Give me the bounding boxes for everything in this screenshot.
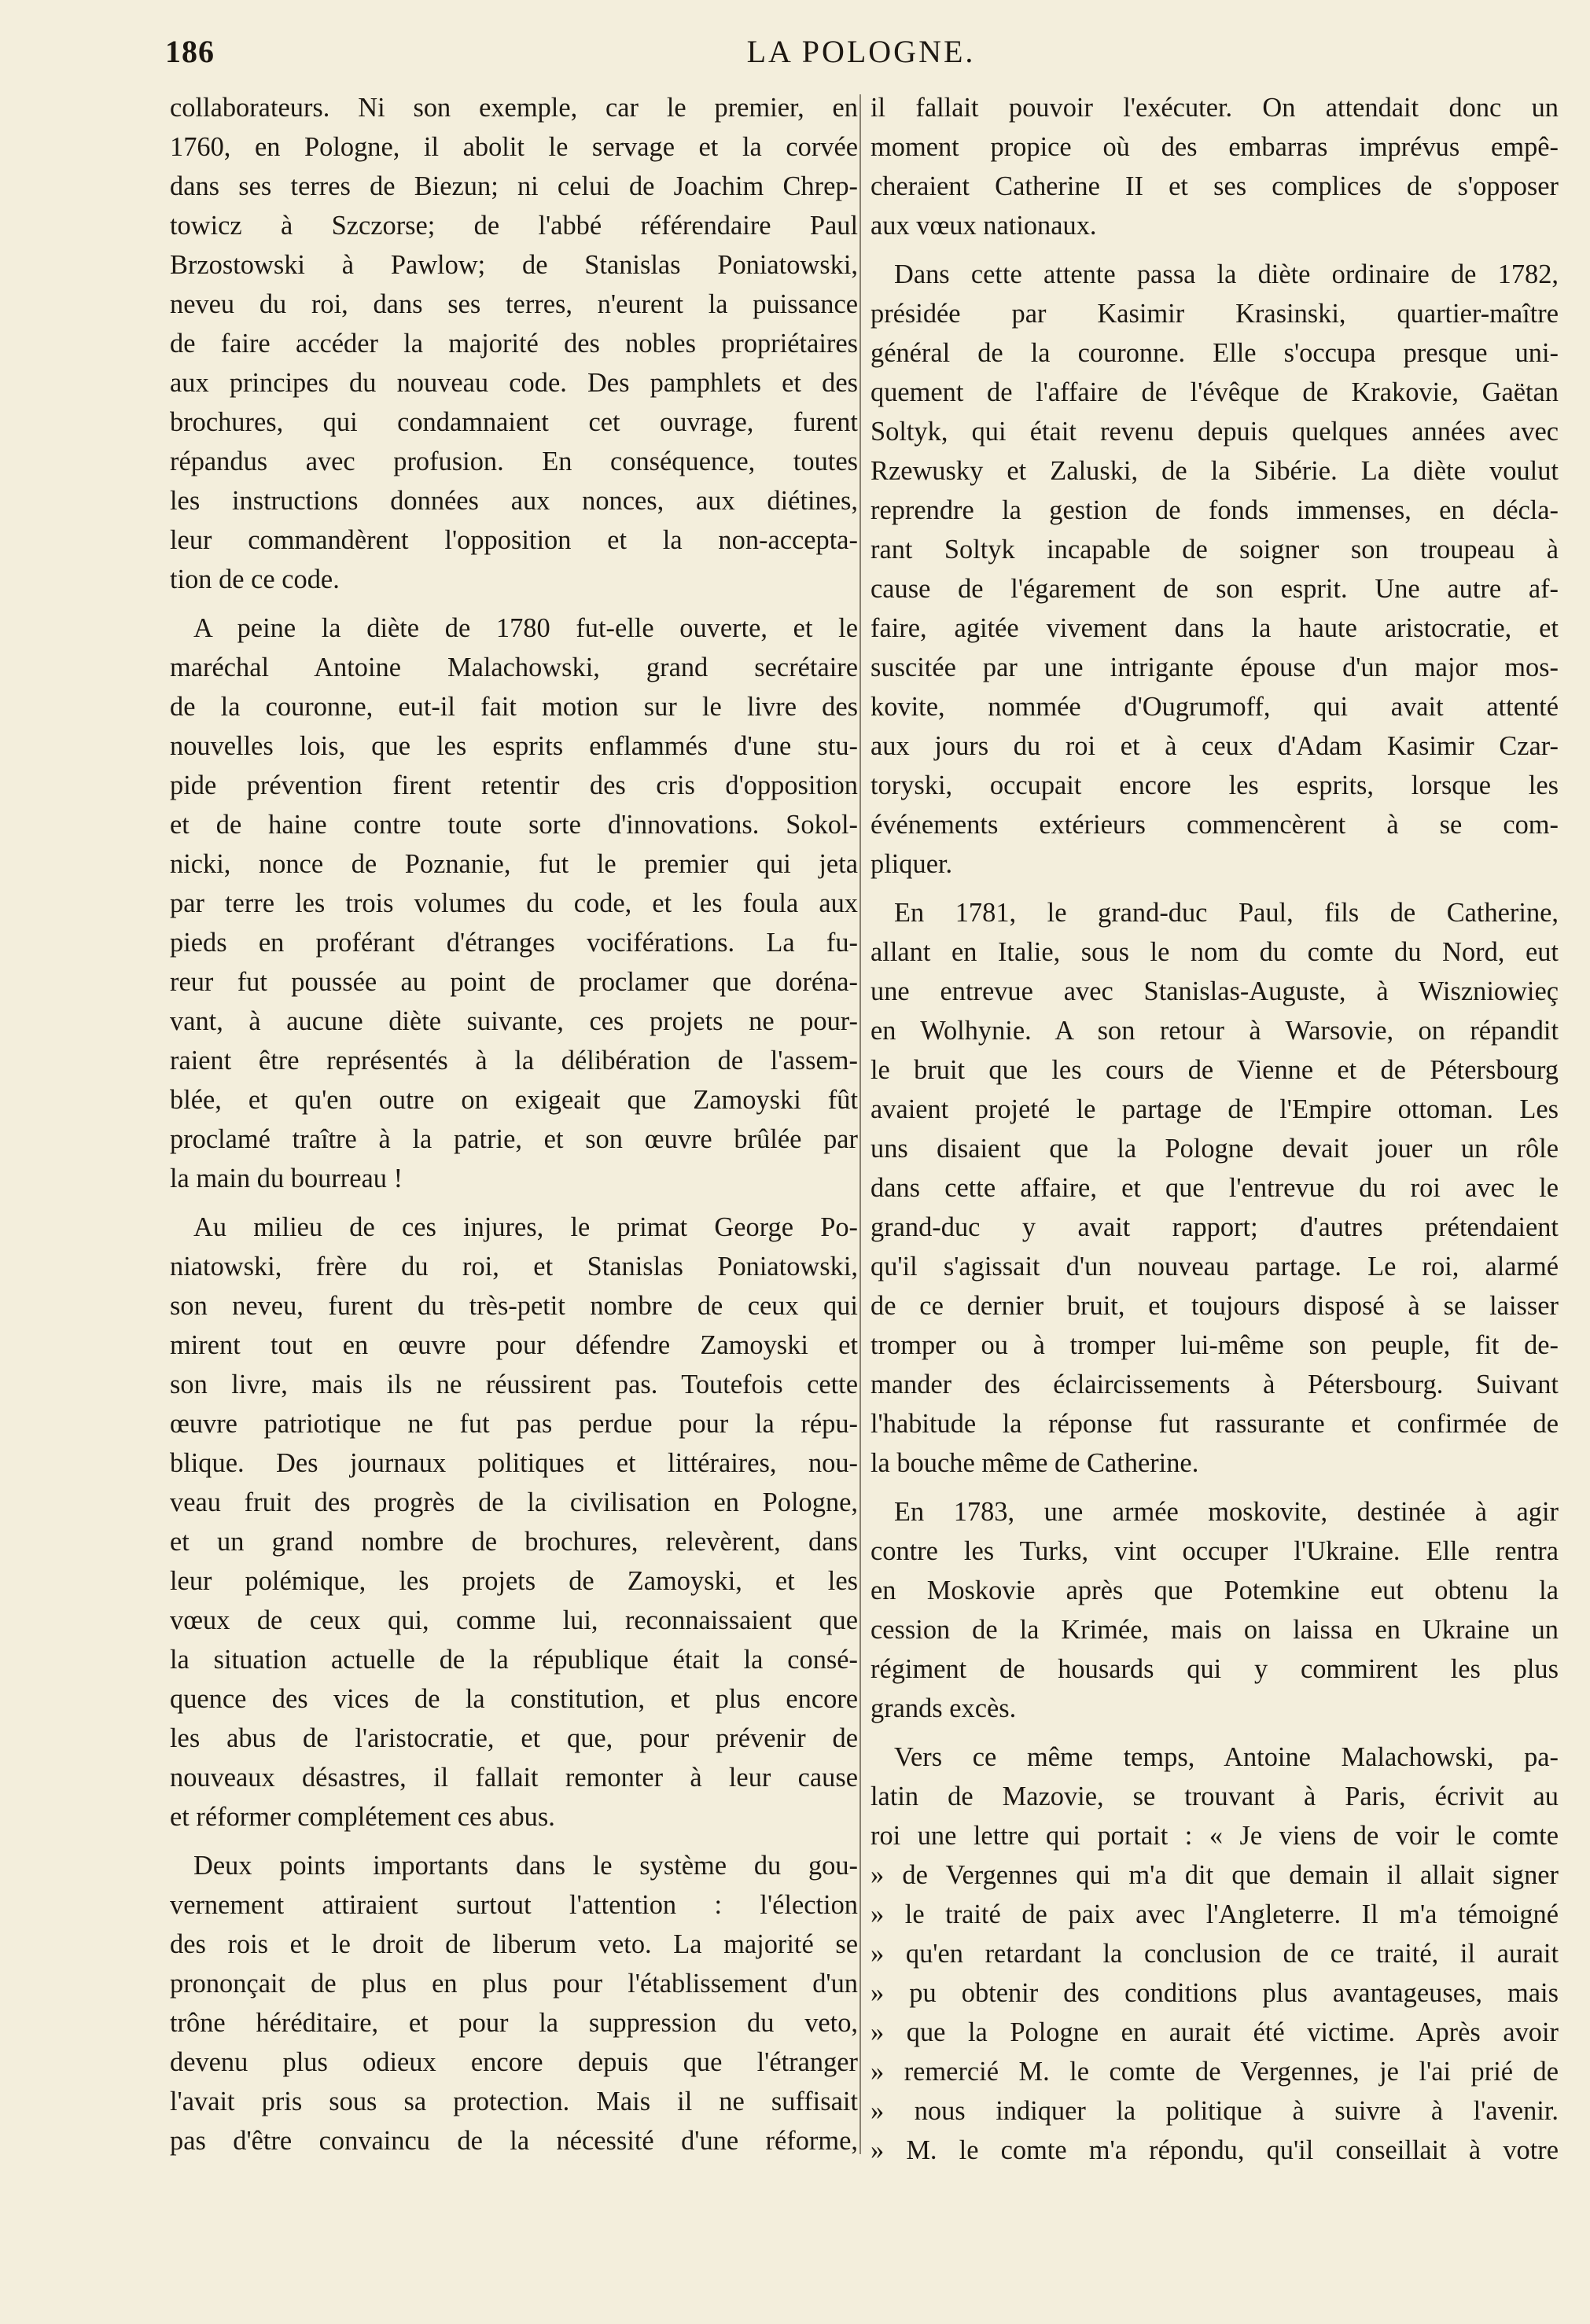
paragraph-line <box>170 805 858 844</box>
paragraph-line <box>170 1365 858 1404</box>
text-line: neveu du roi, dans ses terres, n'eurent la puissance <box>170 289 858 319</box>
text-line: nouveaux désastres, il fallait remonter à leur cause <box>170 1763 858 1793</box>
text-line: pliquer. <box>870 849 953 879</box>
text-line: Au milieu de ces injures, le primat George Po- <box>193 1212 858 1242</box>
paragraph-line <box>870 1326 1559 1365</box>
paragraph-line <box>170 1846 858 1885</box>
right-column <box>870 88 1559 2170</box>
text-line: contre les Turks, vint occuper l'Ukraine. Elle rentra <box>870 1536 1559 1566</box>
text-line: rant Soltyk incapable de soigner son troupeau à <box>870 535 1559 564</box>
text-line: aux principes du nouveau code. Des pamphlets et des <box>170 368 858 398</box>
paragraph-line <box>870 1737 1559 1777</box>
text-line: son livre, mais ils ne réussirent pas. Toutefois cette <box>170 1370 858 1399</box>
text-line: des rois et le droit de liberum veto. La majorité se <box>170 1929 858 1959</box>
paragraph-line <box>170 1286 858 1326</box>
paragraph-line <box>870 1129 1559 1168</box>
paragraph-line <box>870 88 1559 127</box>
paragraph-line <box>870 726 1559 766</box>
paragraph-line <box>870 127 1559 167</box>
paragraph-line <box>170 1404 858 1443</box>
paragraph-line <box>170 1159 858 1198</box>
paragraph-line <box>870 2052 1559 2091</box>
paragraph-line <box>870 1365 1559 1404</box>
paragraph-line <box>870 255 1559 294</box>
text-line: la bouche même de Catherine. <box>870 1448 1199 1478</box>
paragraph-line <box>870 1689 1559 1728</box>
text-line: grand-duc y avait rapport; d'autres prétendaient <box>870 1212 1559 1242</box>
text-line: vernement attiraient surtout l'attention : l'élection <box>170 1890 858 1920</box>
text-line: quence des vices de la constitution, et plus encore <box>170 1684 858 1714</box>
text-line: Deux points importants dans le système du gou- <box>193 1851 858 1881</box>
text-line: brochures, qui condamnaient cet ouvrage, furent <box>170 407 858 437</box>
paragraph-line <box>870 373 1559 412</box>
text-line: » que la Pologne en aurait été victime. Après avoir <box>870 2017 1559 2047</box>
text-line: » M. le comte m'a répondu, qu'il conseillait à votre <box>870 2135 1559 2165</box>
text-line: grands excès. <box>870 1693 1017 1723</box>
paragraph-line <box>170 206 858 245</box>
text-line: vant, à aucune diète suivante, ces projets ne pour- <box>170 1006 858 1036</box>
text-line: faire, agitée vivement dans la haute aristocratie, et <box>870 613 1559 643</box>
paragraph-line <box>870 491 1559 530</box>
text-line: la situation actuelle de la république était la consé- <box>170 1645 858 1675</box>
paragraph-line <box>870 530 1559 569</box>
paragraph-line <box>170 1041 858 1080</box>
text-line: tromper ou à tromper lui-même son peuple, fit de- <box>870 1330 1559 1360</box>
paragraph-line <box>170 1640 858 1679</box>
text-line: roi une lettre qui portait : « Je viens de voir le comte <box>870 1821 1559 1851</box>
text-line: mander des éclaircissements à Pétersbourg. Suivant <box>870 1370 1559 1399</box>
paragraph-line <box>170 2121 858 2160</box>
paragraph-line <box>870 1816 1559 1855</box>
paragraph-line <box>170 403 858 442</box>
paragraph-line <box>870 805 1559 844</box>
paragraph-line <box>170 1719 858 1758</box>
text-line: veau fruit des progrès de la civilisation en Pologne, <box>170 1487 858 1517</box>
paragraph-line <box>170 648 858 687</box>
paragraph-line <box>170 1002 858 1041</box>
text-line: tion de ce code. <box>170 564 340 594</box>
paragraph-line <box>170 962 858 1002</box>
text-line: » remercié M. le comte de Vergennes, je l'ai prié de <box>870 2057 1559 2087</box>
text-line: 1760, en Pologne, il abolit le servage et la corvée <box>170 132 858 162</box>
paragraph-line <box>170 1080 858 1120</box>
paragraph-line <box>870 972 1559 1011</box>
text-line: leur polémique, les projets de Zamoyski, et les <box>170 1566 858 1596</box>
paragraph-line <box>170 285 858 324</box>
paragraph-line <box>170 1964 858 2003</box>
text-line: en Wolhynie. A son retour à Warsovie, on répandit <box>870 1016 1559 1046</box>
text-line: l'avait pris sous sa protection. Mais il ne suffisait <box>170 2087 858 2116</box>
paragraph-line <box>870 844 1559 884</box>
text-line: son neveu, furent du très-petit nombre de ceux qui <box>170 1291 858 1321</box>
paragraph-line <box>170 1797 858 1837</box>
text-line: qu'il s'agissait d'un nouveau partage. Le roi, alarmé <box>870 1252 1559 1282</box>
text-line: œuvre patriotique ne fut pas perdue pour la répu- <box>170 1409 858 1439</box>
running-title: LA POLOGNE. <box>746 34 976 69</box>
text-line: allant en Italie, sous le nom du comte du Nord, eut <box>870 937 1559 967</box>
paragraph-line <box>870 2131 1559 2170</box>
paragraph-line <box>170 520 858 560</box>
paragraph-line <box>170 687 858 726</box>
text-line: en Moskovie après que Potemkine eut obtenu la <box>870 1576 1559 1605</box>
paragraph-line <box>170 324 858 363</box>
paragraph-line <box>170 481 858 520</box>
paragraph-line <box>870 1090 1559 1129</box>
text-line: régiment de housards qui y commirent les plus <box>870 1654 1559 1684</box>
text-line: pide prévention firent retentir des cris d'opposition <box>170 770 858 800</box>
text-line: le bruit que les cours de Vienne et de Pétersbourg <box>870 1055 1559 1085</box>
paragraph-line <box>170 560 858 599</box>
text-line: de la couronne, eut-il fait motion sur le livre des <box>170 692 858 722</box>
paragraph-line <box>870 569 1559 609</box>
text-line: par terre les trois volumes du code, et les foula aux <box>170 888 858 918</box>
paragraph-line <box>170 2043 858 2082</box>
paragraph-line <box>170 1925 858 1964</box>
text-line: En 1783, une armée moskovite, destinée à agir <box>894 1497 1559 1527</box>
text-line: dans cette affaire, et que l'entrevue du roi avec le <box>870 1173 1559 1203</box>
text-line: leur commandèrent l'opposition et la non-accepta- <box>170 525 858 555</box>
paragraph-line <box>870 893 1559 932</box>
column-divider <box>859 94 861 2154</box>
paragraph-line <box>870 1895 1559 1934</box>
text-line: les instructions données aux nonces, aux diétines, <box>170 486 858 516</box>
paragraph-line <box>170 1443 858 1483</box>
paragraph-line <box>170 127 858 167</box>
text-line: cause de l'égarement de son esprit. Une autre af- <box>870 574 1559 604</box>
text-line: pas d'être convaincu de la nécessité d'une réforme, <box>170 2126 858 2156</box>
paragraph-line <box>170 1601 858 1640</box>
text-line: prononçait de plus en plus pour l'établissement d'un <box>170 1969 858 1999</box>
text-line: raient être représentés à la délibération de l'assem- <box>170 1046 858 1076</box>
text-line: avaient projeté le partage de l'Empire ottoman. Les <box>870 1094 1559 1124</box>
text-line: moment propice où des embarras imprévus empê- <box>870 132 1559 162</box>
paragraph-line <box>170 2003 858 2043</box>
text-line: aux vœux nationaux. <box>870 211 1097 241</box>
paragraph-line <box>870 1777 1559 1816</box>
text-line: Brzostowski à Pawlow; de Stanislas Poniatowski, <box>170 250 858 280</box>
text-line: devenu plus odieux encore depuis que l'étranger <box>170 2047 858 2077</box>
text-line: Soltyk, qui était revenu depuis quelques années avec <box>870 417 1559 447</box>
text-line: nicki, nonce de Poznanie, fut le premier qui jeta <box>170 849 858 879</box>
paragraph-line <box>170 1758 858 1797</box>
text-line: et un grand nombre de brochures, relevèrent, dans <box>170 1527 858 1557</box>
paragraph-line <box>170 167 858 206</box>
text-line: la main du bourreau ! <box>170 1164 403 1193</box>
paragraph-line <box>870 1973 1559 2013</box>
text-line: il fallait pouvoir l'exécuter. On attendait donc un <box>870 93 1559 123</box>
paragraph-line <box>870 2091 1559 2131</box>
text-line: uns disaient que la Pologne devait jouer un rôle <box>870 1134 1559 1164</box>
paragraph-line <box>170 609 858 648</box>
paragraph-line <box>170 1247 858 1286</box>
paragraph-line <box>870 1532 1559 1571</box>
paragraph-line <box>170 766 858 805</box>
text-line: suscitée par une intrigante épouse d'un major mos- <box>870 653 1559 682</box>
text-line: » nous indiquer la politique à suivre à l'avenir. <box>870 2096 1559 2126</box>
paragraph-line <box>870 1934 1559 1973</box>
text-line: trône héréditaire, et pour la suppression du veto, <box>170 2008 858 2038</box>
text-line: collaborateurs. Ni son exemple, car le premier, en <box>170 93 858 123</box>
text-line: blée, et qu'en outre on exigeait que Zamoyski fût <box>170 1085 858 1115</box>
paragraph-line <box>870 1571 1559 1610</box>
paragraph-line <box>170 1885 858 1925</box>
text-line: événements extérieurs commencèrent à se com- <box>870 810 1559 840</box>
paragraph-line <box>870 1404 1559 1443</box>
paragraph-line <box>870 609 1559 648</box>
paragraph-line <box>870 1855 1559 1895</box>
text-line: présidée par Kasimir Krasinski, quartier-maître <box>870 299 1559 329</box>
text-line: aux jours du roi et à ceux d'Adam Kasimir Czar- <box>870 731 1559 761</box>
text-line: les abus de l'aristocratie, et que, pour prévenir de <box>170 1723 858 1753</box>
paragraph-line <box>170 2082 858 2121</box>
paragraph-line <box>170 363 858 403</box>
paragraph-line <box>170 1120 858 1159</box>
paragraph-line <box>170 884 858 923</box>
paragraph-line <box>870 167 1559 206</box>
paragraph-line <box>870 687 1559 726</box>
paragraph-line <box>870 451 1559 491</box>
paragraph-line <box>870 2013 1559 2052</box>
text-line: Rzewusky et Zaluski, de la Sibérie. La diète voulut <box>870 456 1559 486</box>
text-line: l'habitude la réponse fut rassurante et confirmée de <box>870 1409 1559 1439</box>
text-line: » de Vergennes qui m'a dit que demain il allait signer <box>870 1860 1559 1890</box>
paragraph-line <box>170 442 858 481</box>
text-line: dans ses terres de Biezun; ni celui de Joachim Chrep- <box>170 171 858 201</box>
text-line: » qu'en retardant la conclusion de ce traité, il aurait <box>870 1939 1559 1969</box>
text-line: et de haine contre toute sorte d'innovations. Sokol- <box>170 810 858 840</box>
text-line: reprendre la gestion de fonds immenses, en décla- <box>870 495 1559 525</box>
paragraph-line <box>170 844 858 884</box>
paragraph-line <box>170 1483 858 1522</box>
text-line: répandus avec profusion. En conséquence, toutes <box>170 447 858 476</box>
paragraph-line <box>870 412 1559 451</box>
text-line: latin de Mazovie, se trouvant à Paris, écrivit au <box>870 1782 1559 1811</box>
paragraph-line <box>170 1679 858 1719</box>
text-line: vœux de ceux qui, comme lui, reconnaissaient que <box>170 1605 858 1635</box>
text-line: cession de la Krimée, mais on laissa en Ukraine un <box>870 1615 1559 1645</box>
paragraph-line <box>870 648 1559 687</box>
text-line: nouvelles lois, que les esprits enflammés d'une stu- <box>170 731 858 761</box>
text-line: proclamé traître à la patrie, et son œuvre brûlée par <box>170 1124 858 1154</box>
text-line: une entrevue avec Stanislas-Auguste, à Wiszniowieç <box>870 976 1559 1006</box>
text-line: » pu obtenir des conditions plus avantageuses, mais <box>870 1978 1559 2008</box>
paragraph-line <box>170 245 858 285</box>
text-line: général de la couronne. Elle s'occupa presque uni- <box>870 338 1559 368</box>
page-header <box>165 33 1557 80</box>
text-line: towicz à Szczorse; de l'abbé référendaire Paul <box>170 211 858 241</box>
text-line: kovite, nommée d'Ougrumoff, qui avait attenté <box>870 692 1559 722</box>
text-line: A peine la diète de 1780 fut-elle ouverte, et le <box>193 613 858 643</box>
paragraph-line <box>170 1326 858 1365</box>
paragraph-line <box>170 88 858 127</box>
text-line: mirent tout en œuvre pour défendre Zamoyski et <box>170 1330 858 1360</box>
paragraph-line <box>870 1649 1559 1689</box>
paragraph-line <box>870 1050 1559 1090</box>
text-line: En 1781, le grand-duc Paul, fils de Catherine, <box>894 898 1559 928</box>
paragraph-line <box>870 932 1559 972</box>
text-line: niatowski, frère du roi, et Stanislas Poniatowski, <box>170 1252 858 1282</box>
text-line: Vers ce même temps, Antoine Malachowski, pa- <box>894 1742 1559 1772</box>
text-line: blique. Des journaux politiques et littéraires, nou- <box>170 1448 858 1478</box>
paragraph-line <box>870 206 1559 245</box>
text-line: reur fut poussée au point de proclamer que doréna- <box>170 967 858 997</box>
text-line: cheraient Catherine II et ses complices de s'opposer <box>870 171 1559 201</box>
page-number: 186 <box>165 34 215 69</box>
text-line: de ce dernier bruit, et toujours disposé à se laisser <box>870 1291 1559 1321</box>
text-line: et réformer complétement ces abus. <box>170 1802 555 1832</box>
paragraph-line <box>870 766 1559 805</box>
text-line: de faire accéder la majorité des nobles propriétaires <box>170 329 858 359</box>
text-line: Dans cette attente passa la diète ordinaire de 1782, <box>894 259 1559 289</box>
paragraph-line <box>170 923 858 962</box>
paragraph-line <box>170 1561 858 1601</box>
text-line: pieds en proférant d'étranges vociférations. La fu- <box>170 928 858 958</box>
paragraph-line <box>170 1208 858 1247</box>
left-column <box>170 88 858 2160</box>
text-line: » le traité de paix avec l'Angleterre. Il m'a témoigné <box>870 1899 1559 1929</box>
paragraph-line <box>870 1011 1559 1050</box>
paragraph-line <box>870 1168 1559 1208</box>
paragraph-line <box>870 1610 1559 1649</box>
paragraph-line <box>870 1443 1559 1483</box>
paragraph-line <box>870 294 1559 333</box>
paragraph-line <box>170 726 858 766</box>
paragraph-line <box>870 1208 1559 1247</box>
paragraph-line <box>870 1286 1559 1326</box>
text-line: toryski, occupait encore les esprits, lorsque les <box>870 770 1559 800</box>
text-line: quement de l'affaire de l'évêque de Krakovie, Gaëtan <box>870 377 1559 407</box>
paragraph-line <box>870 333 1559 373</box>
paragraph-line <box>870 1247 1559 1286</box>
paragraph-line <box>870 1492 1559 1532</box>
paragraph-line <box>170 1522 858 1561</box>
text-line: maréchal Antoine Malachowski, grand secrétaire <box>170 653 858 682</box>
